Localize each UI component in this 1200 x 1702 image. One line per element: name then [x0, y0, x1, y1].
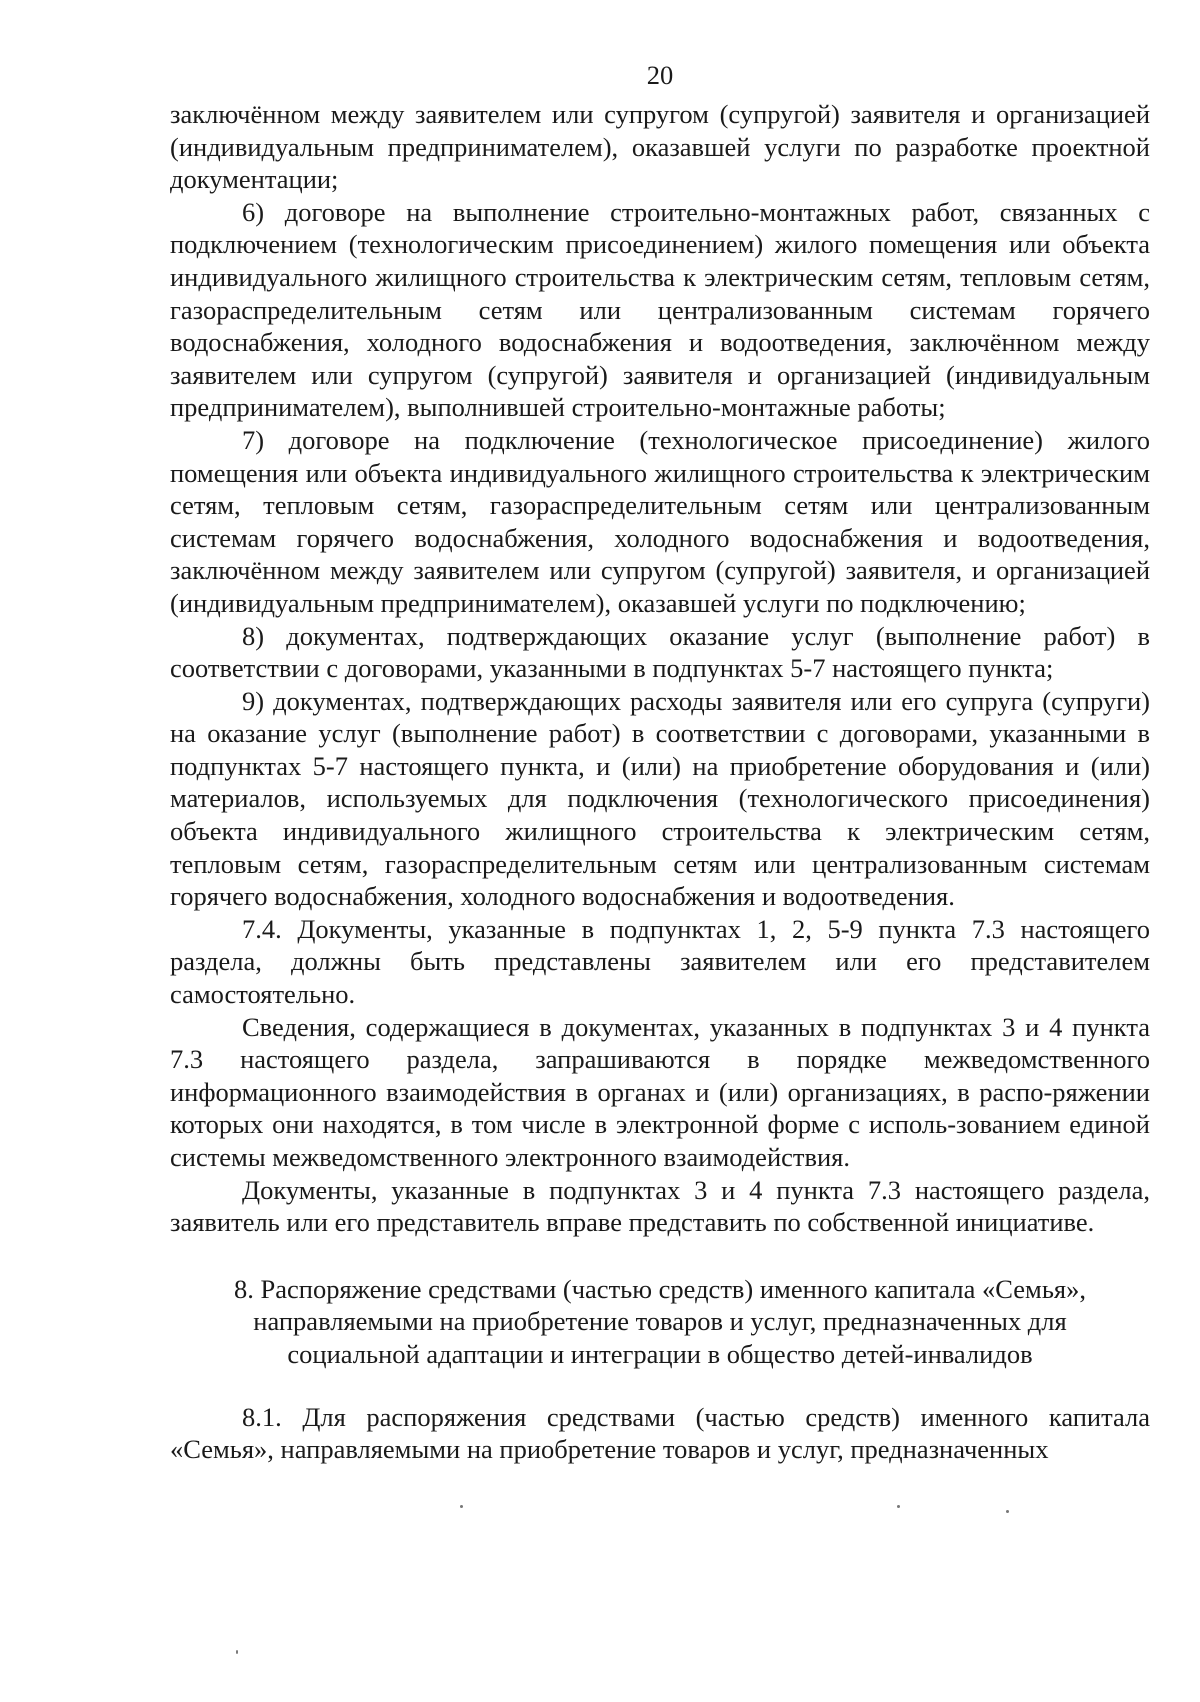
paragraph-interagency-info: Сведения, содержащиеся в документах, указанных в подпунктах 3 и 4 пункта 7.3 настоящего раздела, запрашиваются в порядке межведомственного информационного взаимодействия в органах и (или) организациях, в распо-ряжении которых они находятся, в том числе в электронной форме с исполь-зованием единой системы межведомственного электронного взаимодействия.: [170, 1011, 1150, 1172]
scan-speck: [1006, 1510, 1009, 1513]
page-number: 20: [646, 60, 674, 90]
paragraph-8-1: 8.1. Для распоряжения средствами (частью средств) именного капитала «Семья», направляемыми на приобретение товаров и услуг, предназначенных: [170, 1401, 1150, 1465]
scan-speck: [897, 1505, 900, 1508]
paragraph-continuation: заключённом между заявителем или супругом (супругой) заявителя и организацией (индивидуальным предпринимателем), оказавшей услуги по разработке проектной документации;: [170, 99, 1150, 195]
document-page: [170, 58, 1150, 1466]
paragraph-own-initiative: Документы, указанные в подпунктах 3 и 4 пункта 7.3 настоящего раздела, заявитель или его представитель вправе представить по собственной инициативе.: [170, 1174, 1150, 1238]
section-8-heading: [170, 1273, 1150, 1371]
scan-speck: [460, 1505, 463, 1508]
paragraph-7-4: 7.4. Документы, указанные в подпунктах 1, 2, 5-9 пункта 7.3 настоящего раздела, должны быть представлены заявителем или его представителем самостоятельно.: [170, 913, 1150, 1010]
paragraph-item-8: 8) документах, подтверждающих оказание услуг (выполнение работ) в соответствии с договорами, указанными в подпунктах 5-7 настоящего пункта;: [170, 620, 1150, 684]
section-heading-line-3: социальной адаптации и интеграции в общество детей-инвалидов: [287, 1338, 1033, 1369]
paragraph-item-7: 7) договоре на подключение (технологическое присоединение) жилого помещения или объекта индивидуального жилищного строительства к электрическим сетям, тепловым сетям, газораспределительным сетям или централизованным системам горячего водоснабжения, холодного водоснабжения и водоотведения, заключённом между заявителем или супругом (супругой) заявителя, и организацией (индивидуальным предпринимателем), оказавшей услуги по подключению;: [170, 424, 1150, 618]
paragraph-item-9: 9) документах, подтверждающих расходы заявителя или его супруга (супруги) на оказание услуг (выполнение работ) в соответствии с договорами, указанными в подпунктах 5-7 настоящего пункта, и (или) на приобретение оборудования и (или) материалов, используемых для подключения (технологического присоединения) объекта индивидуального жилищного строительства к электрическим сетям, тепловым сетям, газораспределительным сетям или централизованным системам горячего водоснабжения, холодного водоснабжения и водоотведения.: [170, 685, 1150, 912]
section-heading-line-2: направляемыми на приобретение товаров и услуг, предназначенных для: [253, 1306, 1067, 1337]
paragraph-item-6: 6) договоре на выполнение строительно-монтажных работ, связанных с подключением (технологическим присоединением) жилого помещения или объекта индивидуального жилищного строительства к электрическим сетям, тепловым сетям, газораспределительным сетям или централизованным системам горячего водоснабжения, холодного водоснабжения и водоотведения, заключённом между заявителем или супругом (супругой) заявителя и организацией (индивидуальным предпринимателем), выполнившей строительно-монтажные работы;: [170, 196, 1150, 423]
scan-speck: [236, 1650, 238, 1654]
section-heading-line-1: 8. Распоряжение средствами (частью средств) именного капитала «Семья»,: [234, 1273, 1086, 1304]
